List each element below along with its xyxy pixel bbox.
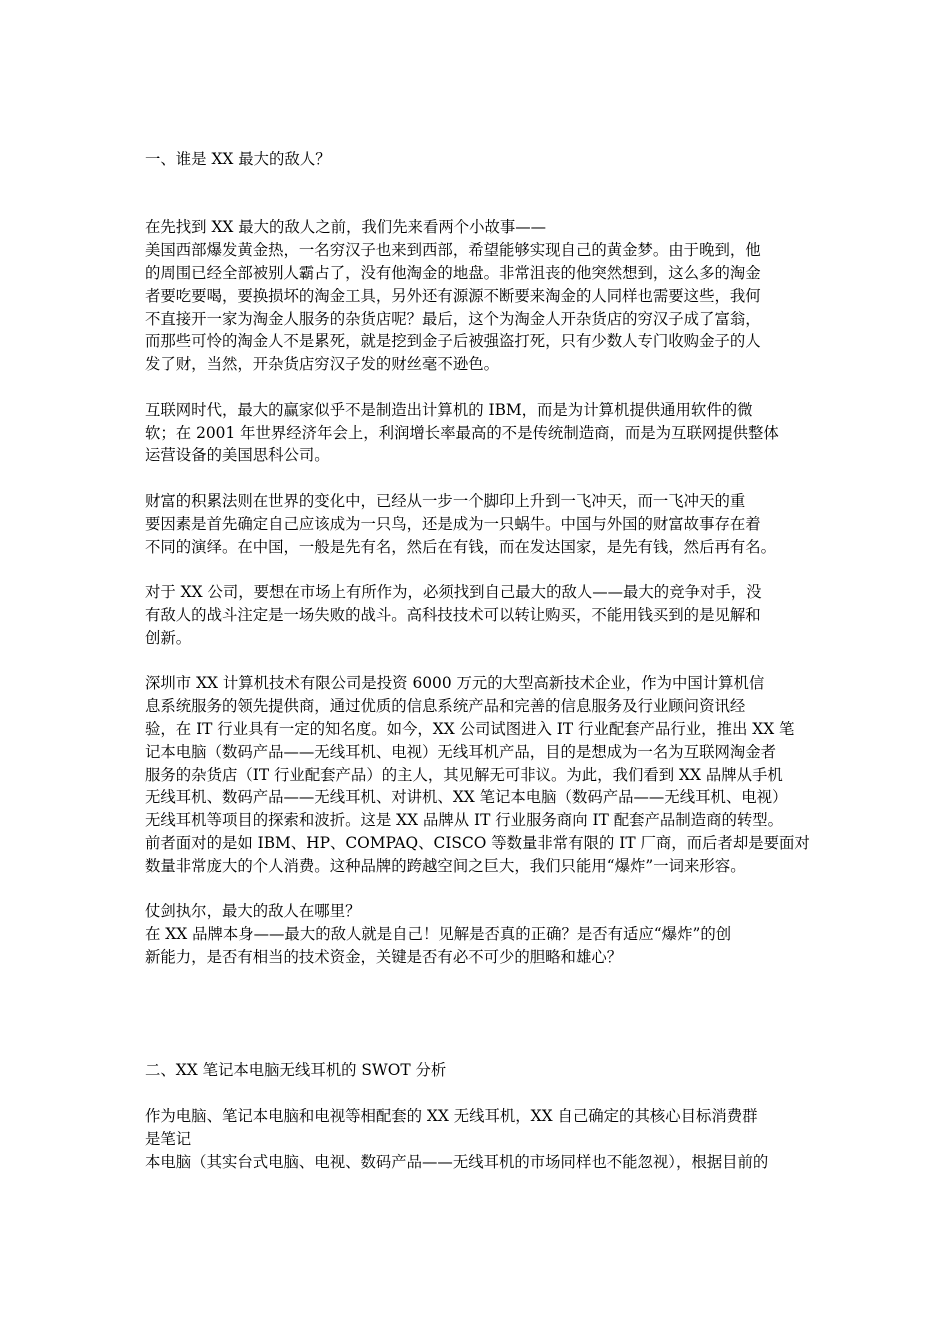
text-line: 互联网时代，最大的赢家似乎不是制造出计算机的 IBM，而是为计算机提供通用软件的微: [145, 400, 753, 419]
paragraph-biggest-enemy: [145, 900, 809, 968]
text-line: 作为电脑、笔记本电脑和电视等相配套的 XX 无线耳机，XX 自己确定的其核心目标消费群: [145, 1107, 758, 1126]
text-line: 不同的演绎。在中国，一般是先有名，然后在有钱，而在发达国家，是先有钱，然后再有名。: [145, 537, 777, 556]
section-1-heading: 一、谁是 XX 最大的敌人？: [145, 150, 331, 168]
text-line: 深圳市 XX 计算机技术有限公司是投资 6000 万元的大型高新技术企业，作为中国计算机信: [145, 674, 765, 693]
text-line: 服务的杂货店（IT 行业配套产品）的主人，其见解无可非议。为此，我们看到 XX 品牌从手机: [145, 765, 783, 784]
paragraph-internet-era: [145, 399, 809, 467]
paragraph-shenzhen-company: [145, 672, 809, 877]
text-line: 是笔记: [145, 1129, 192, 1148]
text-line: 运营设备的美国思科公司。: [145, 446, 330, 465]
text-line: 不直接开一家为淘金人服务的杂货店呢？最后，这个为淘金人开杂货店的穷汉子成了富翁，: [145, 309, 761, 328]
text-line: 仗剑执尔，最大的敌人在哪里？: [145, 902, 361, 921]
text-line: 前者面对的是如 IBM、HP、COMPAQ、CISCO 等数量非常有限的 IT 厂商，而后者却是要面对: [145, 833, 810, 852]
paragraph-xx-company: [145, 581, 809, 649]
text-line: 发了财，当然，开杂货店穷汉子发的财丝毫不逊色。: [145, 355, 499, 374]
text-line: 息系统服务的领先提供商，通过优质的信息系统产品和完善的信息服务及行业顾问资讯经: [145, 697, 746, 716]
text-line: 记本电脑（数码产品——无线耳机、电视）无线耳机产品，目的是想成为一名为互联网淘金者: [145, 742, 777, 761]
section-2-heading: 二、XX 笔记本电脑无线耳机的 SWOT 分析: [145, 1061, 447, 1080]
text-line: 的周围已经全部被别人霸占了，没有他淘金的地盘。非常沮丧的他突然想到，这么多的淘金: [145, 263, 761, 282]
text-line: 新能力，是否有相当的技术资金，关键是否有必不可少的胆略和雄心？: [145, 947, 623, 966]
text-line: 有敌人的战斗注定是一场失败的战斗。高科技技术可以转让购买，不能用钱买到的是见解和: [145, 605, 761, 624]
text-line: 软；在 2001 年世界经济年会上，利润增长率最高的不是传统制造商，而是为互联网提供整体: [145, 423, 779, 442]
text-line: 创新。: [145, 628, 192, 647]
paragraph-gold-rush: [145, 239, 809, 376]
text-line: 美国西部爆发黄金热，一名穷汉子也来到西部，希望能够实现自己的黄金梦。由于晚到，他: [145, 241, 761, 260]
document-page: [145, 148, 809, 1173]
paragraph-swot-intro: [145, 1105, 809, 1173]
text-line: 本电脑（其实台式电脑、电视、数码产品——无线耳机的市场同样也不能忽视），根据目前的: [145, 1152, 769, 1171]
text-line: 对于 XX 公司，要想在市场上有所作为，必须找到自己最大的敌人——最大的竞争对手，没: [145, 583, 762, 602]
text-line: 数量非常庞大的个人消费。这种品牌的跨越空间之巨大，我们只能用“爆炸”一词来形容。: [145, 856, 746, 875]
text-line: 而那些可怜的淘金人不是累死，就是挖到金子后被强盗打死，只有少数人专门收购金子的人: [145, 332, 761, 351]
text-line: 财富的积累法则在世界的变化中，已经从一步一个脚印上升到一飞冲天，而一飞冲天的重: [145, 491, 746, 510]
text-line: 者要吃要喝，要换损坏的淘金工具，另外还有源源不断要来淘金的人同样也需要这些，我何: [145, 286, 761, 305]
section-1-intro: 在先找到 XX 最大的敌人之前，我们先来看两个小故事——: [145, 218, 547, 237]
text-line: 验，在 IT 行业具有一定的知名度。如今，XX 公司试图进入 IT 行业配套产品行业，推出 XX 笔: [145, 719, 795, 738]
text-line: 在 XX 品牌本身——最大的敌人就是自己！见解是否真的正确？是否有适应“爆炸”的创: [145, 925, 732, 944]
text-line: 无线耳机、数码产品——无线耳机、对讲机、XX 笔记本电脑（数码产品——无线耳机、电视）: [145, 788, 788, 807]
text-line: 无线耳机等项目的探索和波折。这是 XX 品牌从 IT 行业服务商向 IT 配套产品制造商的转型。: [145, 811, 784, 830]
paragraph-wealth-rule: [145, 490, 809, 558]
text-line: 要因素是首先确定自己应该成为一只鸟，还是成为一只蜗牛。中国与外国的财富故事存在着: [145, 514, 761, 533]
